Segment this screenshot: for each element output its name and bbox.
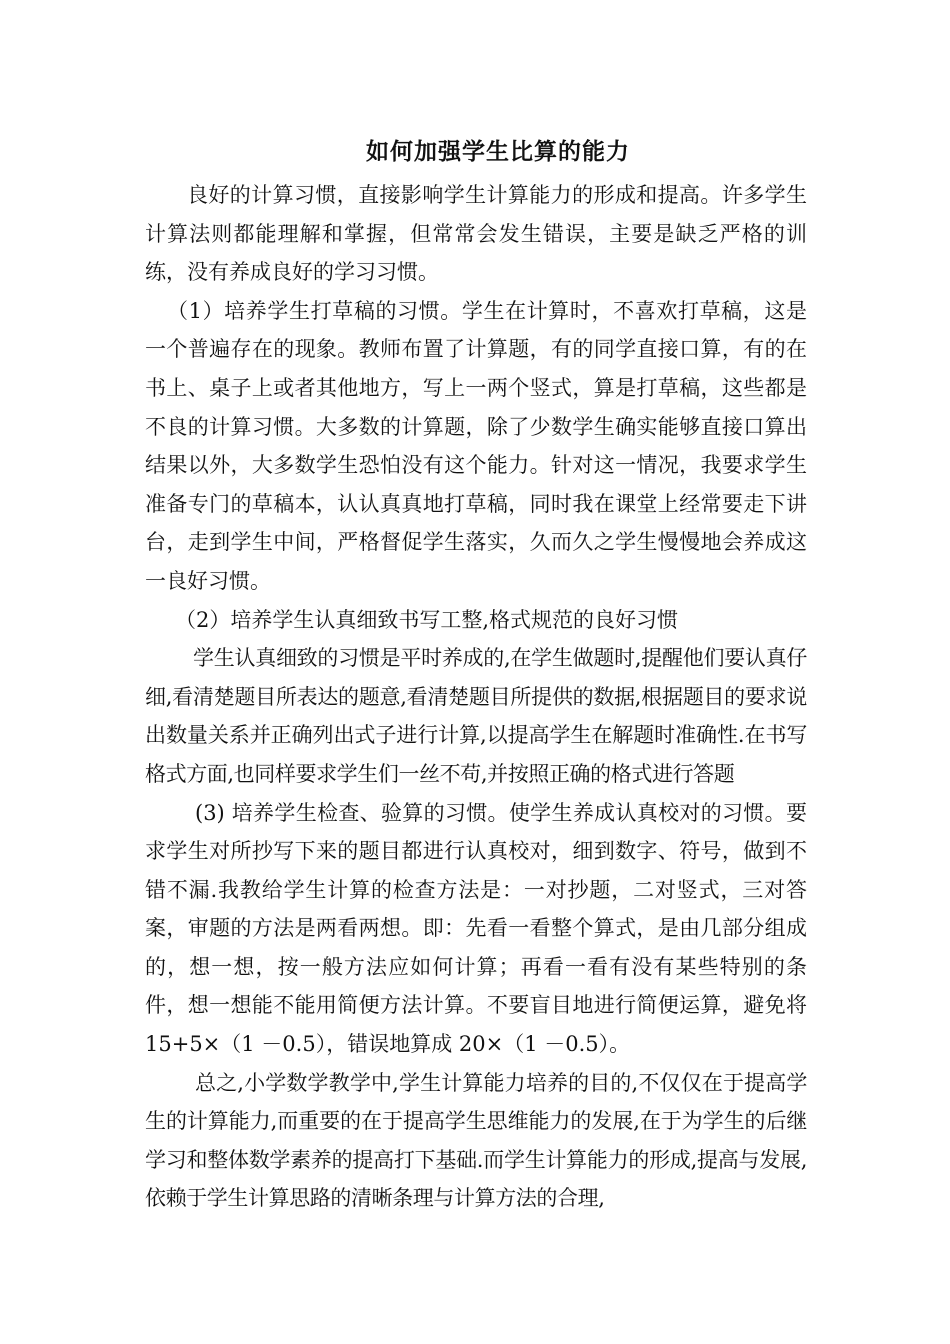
paragraph-conclusion: 总之,小学数学教学中,学生计算能力培养的目的,不仅仅在于提高学生的计算能力,而重要的在于提高学生思维能力的发展,在于为学生的后继学习和整体数学素养的提高打下基础.而学生计算能力的形成,提高与发展,依赖于学生计算思路的清晰条理与计算方法的合理, bbox=[145, 1070, 807, 1211]
paragraph-heading-neat-writing: （2）培养学生认真细致书写工整,格式规范的良好习惯 bbox=[175, 607, 679, 632]
paragraph-careful-habit: 学生认真细致的习惯是平时养成的,在学生做题时,提醒他们要认真仔细,看清楚题目所表达的题意,看清楚题目所提供的数据,根据题目的要求说出数量关系并正确列出式子进行计算,以提高学生在解题时准确性.在书写格式方面,也同样要求学生们一丝不苟,并按照正确的格式进行答题 bbox=[145, 646, 807, 786]
document-page bbox=[145, 130, 807, 1218]
paragraph-draft-habit: （1）培养学生打草稿的习惯。学生在计算时，不喜欢打草稿，这是一个普遍存在的现象。教师布置了计算题，有的同学直接口算，有的在书上、桌子上或者其他地方，写上一两个竖式，算是打草稿，这些都是不良的计算习惯。大多数的计算题，除了少数学生确实能够直接口算出结果以外，大多数学生恐怕没有这个能力。针对这一情况，我要求学生准备专门的草稿本，认认真真地打草稿，同时我在课堂上经常要走下讲台，走到学生中间，严格督促学生落实，久而久之学生慢慢地会养成这一良好习惯。 bbox=[145, 298, 807, 593]
paragraph-check-habit: (3) 培养学生检查、验算的习惯。使学生养成认真校对的习惯。要求学生对所抄写下来的题目都进行认真校对，细到数字、符号，做到不错不漏.我教给学生计算的检查方法是：一对抄题，二对竖式，三对答案，审题的方法是两看两想。即：先看一看整个算式，是由几部分组成的，想一想，按一般方法应如何计算；再看一看有没有某些特别的条件，想一想能不能用简便方法计算。不要盲目地进行简便运算，避免将 15+5×（1 －0.5），错误地算成 20×（1 －0.5）。 bbox=[145, 800, 807, 1057]
document-title: 如何加强学生比算的能力 bbox=[366, 138, 630, 165]
paragraph-intro: 良好的计算习惯，直接影响学生计算能力的形成和提高。许多学生计算法则都能理解和掌握，但常常会发生错误，主要是缺乏严格的训练，没有养成良好的学习习惯。 bbox=[145, 183, 807, 285]
